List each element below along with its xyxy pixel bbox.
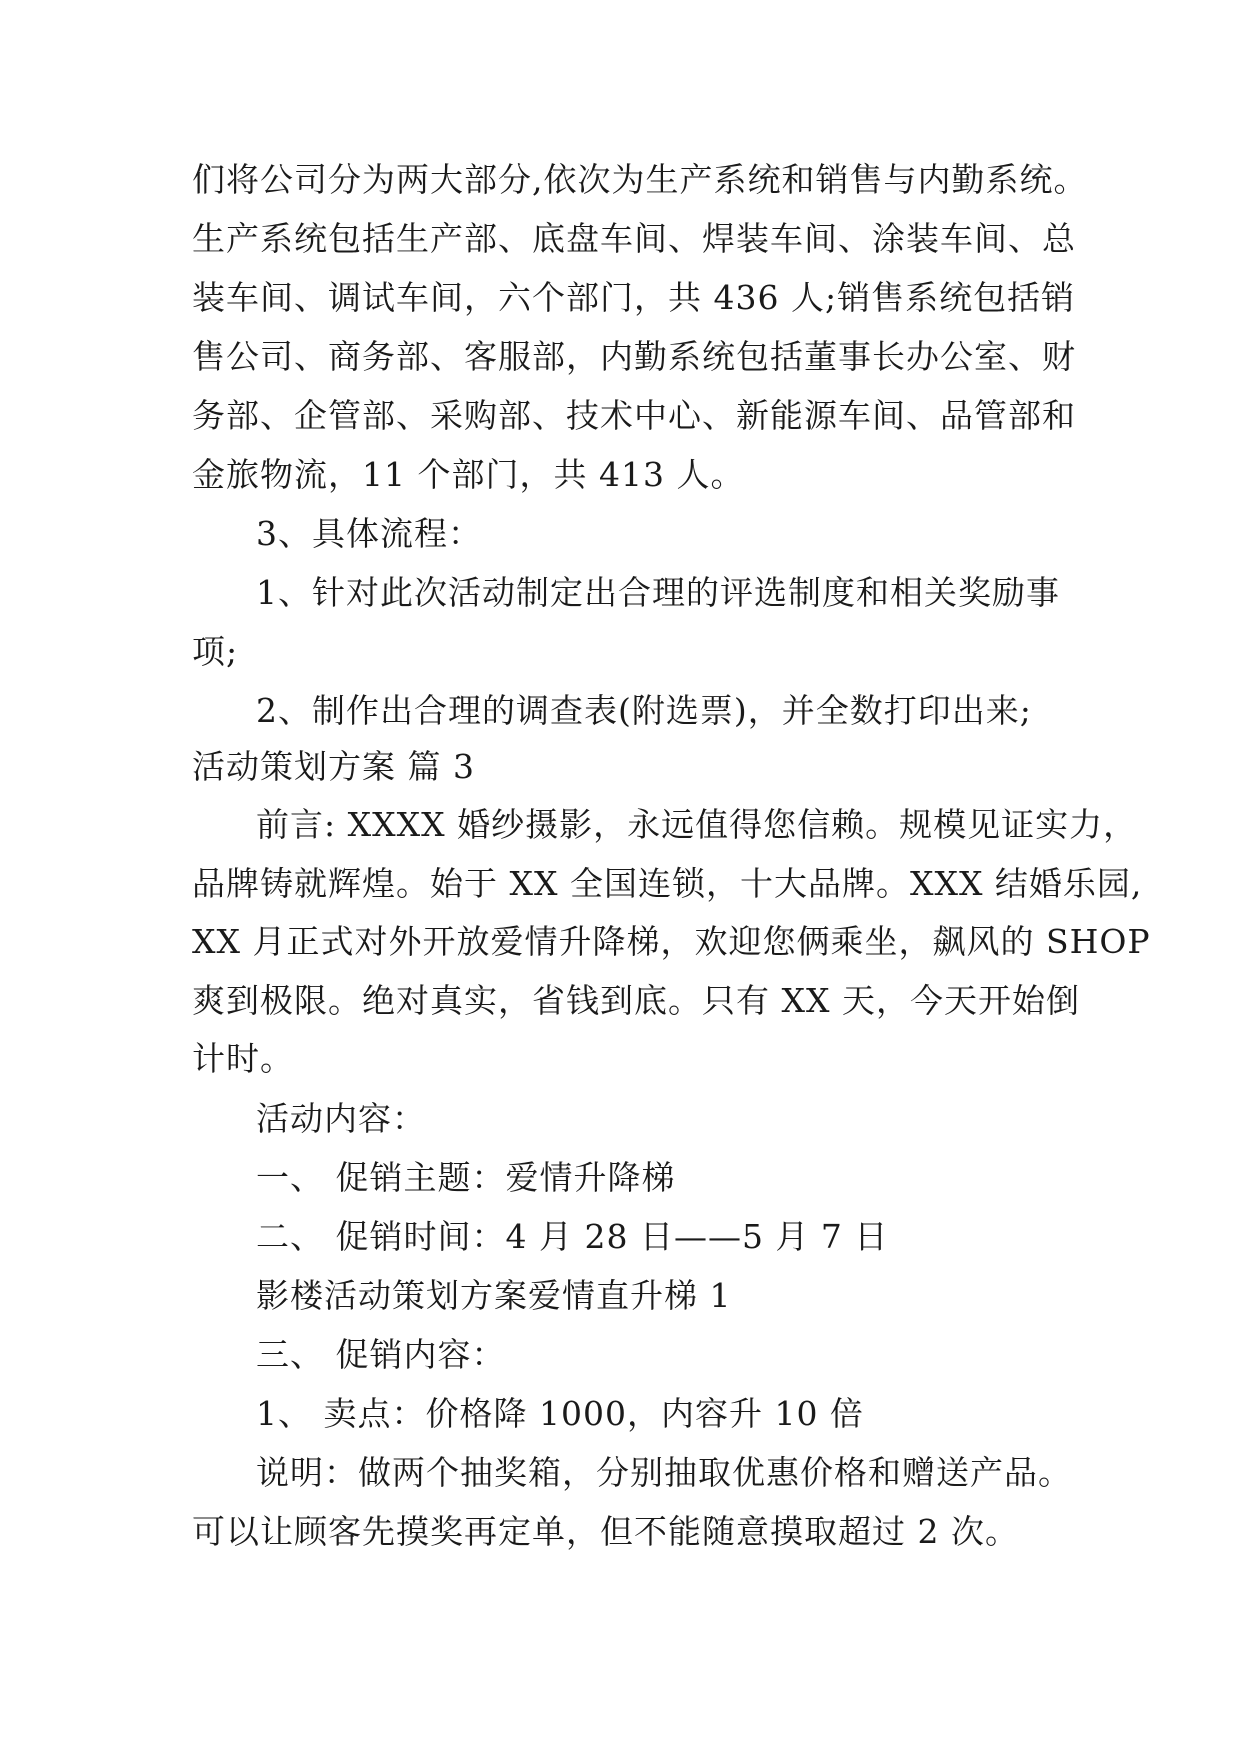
body-text-line: 说明：做两个抽奖箱，分别抽取优惠价格和赠送产品。 xyxy=(256,1453,1072,1492)
article-title: 活动策划方案 篇 3 xyxy=(192,747,475,786)
body-text-line: 可以让顾客先摸奖再定单，但不能随意摸取超过 2 次。 xyxy=(192,1512,1019,1551)
body-text-line: 金旅物流，11 个部门，共 413 人。 xyxy=(192,455,745,494)
body-text-line: 装车间、调试车间，六个部门，共 436 人;销售系统包括销 xyxy=(192,278,1076,317)
body-text-line: 们将公司分为两大部分,依次为生产系统和销售与内勤系统。 xyxy=(192,160,1088,199)
list-item: 一、 促销主题：爱情升降梯 xyxy=(256,1158,676,1197)
section-heading: 3、具体流程： xyxy=(256,514,482,553)
preface-paragraph: 前言: XXXX 婚纱摄影，永远值得您信赖。规模见证实力， xyxy=(256,805,1138,844)
body-text-line: 爽到极限。绝对真实，省钱到底。只有 XX 天，今天开始倒 xyxy=(192,981,1080,1020)
list-item: 1、针对此次活动制定出合理的评选制度和相关奖励事 xyxy=(256,573,1060,612)
list-item: 2、制作出合理的调查表(附选票)，并全数打印出来; xyxy=(256,691,1032,730)
body-text-line: 生产系统包括生产部、底盘车间、焊装车间、涂装车间、总 xyxy=(192,219,1076,258)
body-text-line: 售公司、商务部、客服部，内勤系统包括董事长办公室、财 xyxy=(192,337,1076,376)
list-item: 1、 卖点：价格降 1000，内容升 10 倍 xyxy=(256,1394,864,1433)
body-text-line: 项; xyxy=(192,632,239,671)
body-text-line: XX 月正式对外开放爱情升降梯，欢迎您俩乘坐，飙风的 SHOP xyxy=(192,922,1151,961)
list-item: 二、 促销时间：4 月 28 日——5 月 7 日 xyxy=(256,1217,889,1256)
body-text-line: 计时。 xyxy=(192,1039,294,1078)
list-item: 三、 促销内容： xyxy=(256,1335,506,1374)
body-text-line: 影楼活动策划方案爱情直升梯 1 xyxy=(256,1276,732,1315)
body-text-line: 品牌铸就辉煌。始于 XX 全国连锁，十大品牌。XXX 结婚乐园, xyxy=(192,864,1143,903)
section-heading: 活动内容： xyxy=(256,1099,426,1138)
body-text-line: 务部、企管部、采购部、技术中心、新能源车间、品管部和 xyxy=(192,396,1076,435)
